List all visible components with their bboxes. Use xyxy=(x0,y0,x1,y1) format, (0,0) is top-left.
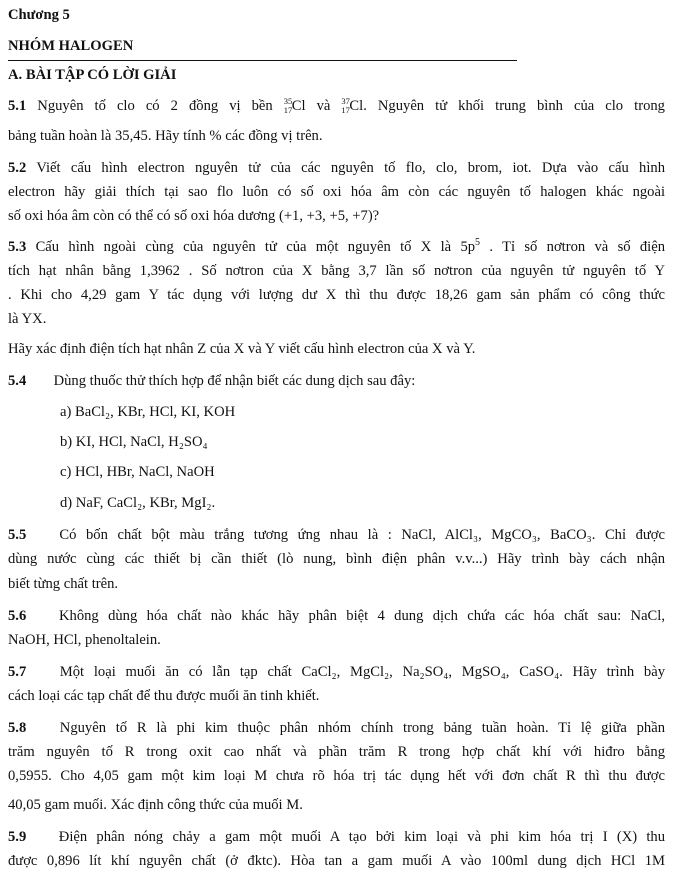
exercise-5-3-line-1: 5.3 Cấu hình ngoài cùng của nguyên tử của một nguyên tố X là $5p^5$ . Tỉ số nơtron và số điện xyxy=(8,237,665,255)
chapter-title: NHÓM HALOGEN xyxy=(8,38,134,54)
exercise-5-4-item-c: c) HCl, HBr, NaCl, NaOH xyxy=(60,464,215,480)
exercise-number: 5.6 xyxy=(8,608,27,624)
exercise-5-3-line-2: tích hạt nhân bằng 1,3962 . Số nơtron của X bằng 3,7 lần số nơtron của nguyên tử nguyên tố Y xyxy=(8,263,665,279)
exercise-number: 5.1 xyxy=(8,98,27,114)
exercise-5-9-line-2: được 0,896 lít khí nguyên chất (ở đktc). Hòa tan a gam muối A vào 100ml dung dịch HCl 1M xyxy=(8,853,665,869)
exercise-5-7-line-1: 5.7 Một loại muối ăn có lẫn tạp chất CaCl₂, MgCl₂, Na₂SO₄, MgSO₄, CaSO₄. Hãy trình bày xyxy=(8,664,666,680)
exercise-5-4-item-b: b) KI, HCl, NaCl, H₂SO₄ xyxy=(60,434,208,450)
exercise-5-8-line-4: 40,05 gam muối. Xác định công thức của muối M. xyxy=(8,797,303,813)
exercise-5-5-line-3: biết từng chất trên. xyxy=(8,576,119,592)
exercise-number: 5.8 xyxy=(8,720,27,736)
exercise-5-2-line-1: 5.2 Viết cấu hình electron nguyên tử của các nguyên tố flo, clo, brom, iot. Dựa vào cấu hình xyxy=(8,160,665,176)
exercise-number: 5.4 xyxy=(8,373,27,389)
exercise-number: 5.7 xyxy=(8,664,27,680)
exercise-5-2-line-3: số oxi hóa âm còn có thể có số oxi hóa dương (+1, +3, +5, +7)? xyxy=(8,208,380,224)
exercise-5-3-line-5: Hãy xác định điện tích hạt nhân Z của X và Y viết cấu hình electron của X và Y. xyxy=(8,341,476,357)
exercise-5-2-line-2: electron hãy giải thích tại sao flo luôn có số oxi hóa âm còn các nguyên tố halogen khác ngoài xyxy=(8,184,665,200)
exercise-number: 5.9 xyxy=(8,829,27,845)
exercise-5-3-line-3: . Khi cho 4,29 gam Y tác dụng với lượng dư X thì thu được 18,26 gam sản phẩm có công thức xyxy=(8,287,665,303)
exercise-5-5-line-2: dùng nước cùng các thiết bị cần thiết (lò nung, bình điện phân v.v...) Hãy trình bày cách nhận xyxy=(8,551,665,567)
exercise-5-6-line-2: NaOH, HCl, phenoltalein. xyxy=(8,632,161,648)
exercise-5-4-item-d: d) NaF, CaCl₂, KBr, MgI₂. xyxy=(60,495,216,511)
exercise-5-4-intro: 5.4 Dùng thuốc thử thích hợp để nhận biết các dung dịch sau đây: xyxy=(8,373,416,389)
exercise-5-9-line-1: 5.9 Điện phân nóng chảy a gam một muối A tạo bởi kim loại và phi kim hóa trị I (X) thu xyxy=(8,829,666,845)
isotope-cl37: 37 17 Cl. xyxy=(341,96,367,115)
exercise-5-3-line-4: là YX. xyxy=(8,311,47,327)
chapter-label: Chương 5 xyxy=(8,7,70,23)
exercise-number: 5.5 xyxy=(8,527,27,543)
exercise-5-1-line-2: bảng tuần hoàn là 35,45. Hãy tính % các đồng vị trên. xyxy=(8,128,323,144)
exercise-5-8-line-2: trăm nguyên tố R trong oxit cao nhất và phần trăm R trong hợp chất khí với hiđro bằng xyxy=(8,744,665,760)
section-heading: A. BÀI TẬP CÓ LỜI GIẢI xyxy=(8,67,177,83)
exercise-5-5-line-1: 5.5 Có bốn chất bột màu trắng tương ứng nhau là : NaCl, AlCl₃, MgCO₃, BaCO₃. Chỉ được xyxy=(8,527,665,543)
exercise-number: 5.3 xyxy=(8,239,27,255)
exercise-5-4-item-a: a) BaCl₂, KBr, HCl, KI, KOH xyxy=(60,404,236,420)
exercise-5-6-line-1: 5.6 Không dùng hóa chất nào khác hãy phân biệt 4 dung dịch chứa các hóa chất sau: NaCl, xyxy=(8,608,665,624)
exercise-5-1-line-1: 5.1 Nguyên tố clo có 2 đồng vị bền 35 17 Cl và 37 17 Cl. Nguyên tử khối trung bình của clo trong xyxy=(8,96,665,115)
title-divider xyxy=(8,60,517,61)
exercise-5-7-line-2: cách loại các tạp chất để thu được muối ăn tinh khiết. xyxy=(8,688,320,704)
exercise-number: 5.2 xyxy=(8,160,27,176)
isotope-cl35: 35 17 Cl xyxy=(283,96,306,115)
exercise-5-8-line-3: 0,5955. Cho 4,05 gam một kim loại M chưa rõ hóa trị tác dụng hết với đơn chất R thì thu được xyxy=(8,768,665,784)
exercise-5-8-line-1: 5.8 Nguyên tố R là phi kim thuộc phân nhóm chính trong bảng tuần hoàn. Tỉ lệ giữa phần xyxy=(8,720,665,736)
